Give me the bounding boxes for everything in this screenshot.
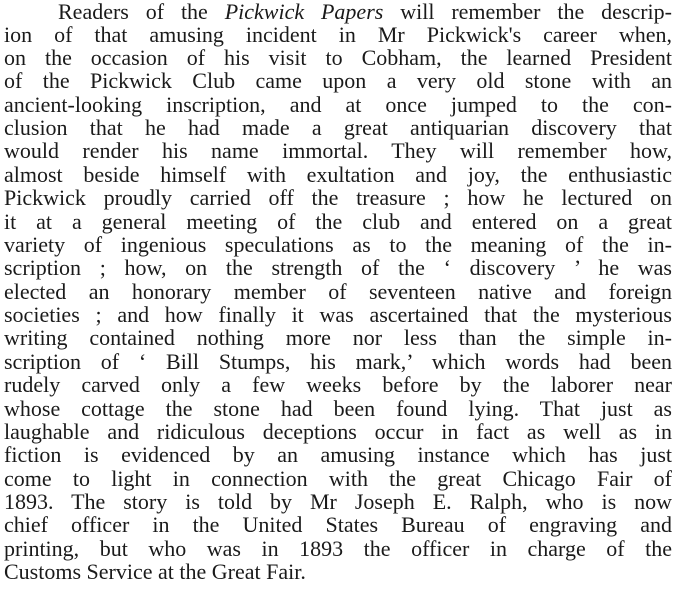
text-line-7: would render his name immortal. They will remember how, (4, 138, 672, 163)
text-line-8: almost beside himself with exultation and joy, the enthusiastic (4, 162, 672, 187)
text-line-4: of the Pickwick Club came upon a very old stone with an (4, 68, 672, 93)
text-line-25: Customs Service at the Great Fair. (4, 559, 306, 584)
text-line-19: laughable and ridiculous deceptions occur in fact as well as in (4, 419, 672, 444)
text-line-2: ion of that amusing incident in Mr Pickwick's career when, (4, 22, 672, 47)
text-line-9: Pickwick proudly carried off the treasure ; how he lectured on (4, 185, 672, 210)
text-line-22: 1893. The story is told by Mr Joseph E. Ralph, who is now (4, 489, 672, 514)
book-title: Pickwick Papers (224, 0, 384, 24)
text-line-10: it at a general meeting of the club and entered on a great (4, 209, 672, 234)
text-run: will remember the descrip- (383, 0, 672, 24)
text-line-16: scription of ‘ Bill Stumps, his mark,’ which words had been (4, 349, 672, 374)
text-line-14: societies ; and how finally it was ascertained that the mysterious (4, 302, 672, 327)
text-line-20: fiction is evidenced by an amusing instance which has just (4, 442, 672, 467)
text-line-21: come to light in connection with the great Chicago Fair of (4, 466, 672, 491)
text-line-18: whose cottage the stone had been found lying. That just as (4, 396, 672, 421)
text-line-15: writing contained nothing more nor less than the simple in- (4, 325, 672, 350)
text-line-6: clusion that he had made a great antiquarian discovery that (4, 115, 672, 140)
text-line-12: scription ; how, on the strength of the ‘ discovery ’ he was (4, 255, 672, 280)
text-line-13: elected an honorary member of seventeen native and foreign (4, 279, 672, 304)
text-line-24: printing, but who was in 1893 the officer in charge of the (4, 536, 672, 561)
text-line-5: ancient-looking inscription, and at once jumped to the con- (4, 92, 672, 117)
text-line-23: chief officer in the United States Bureau of engraving and (4, 512, 672, 537)
text-line-11: variety of ingenious speculations as to the meaning of the in- (4, 232, 672, 257)
text-line-17: rudely carved only a few weeks before by the laborer near (4, 372, 672, 397)
text-line-3: on the occasion of his visit to Cobham, the learned President (4, 45, 672, 70)
text-run: Readers of the (58, 0, 225, 24)
